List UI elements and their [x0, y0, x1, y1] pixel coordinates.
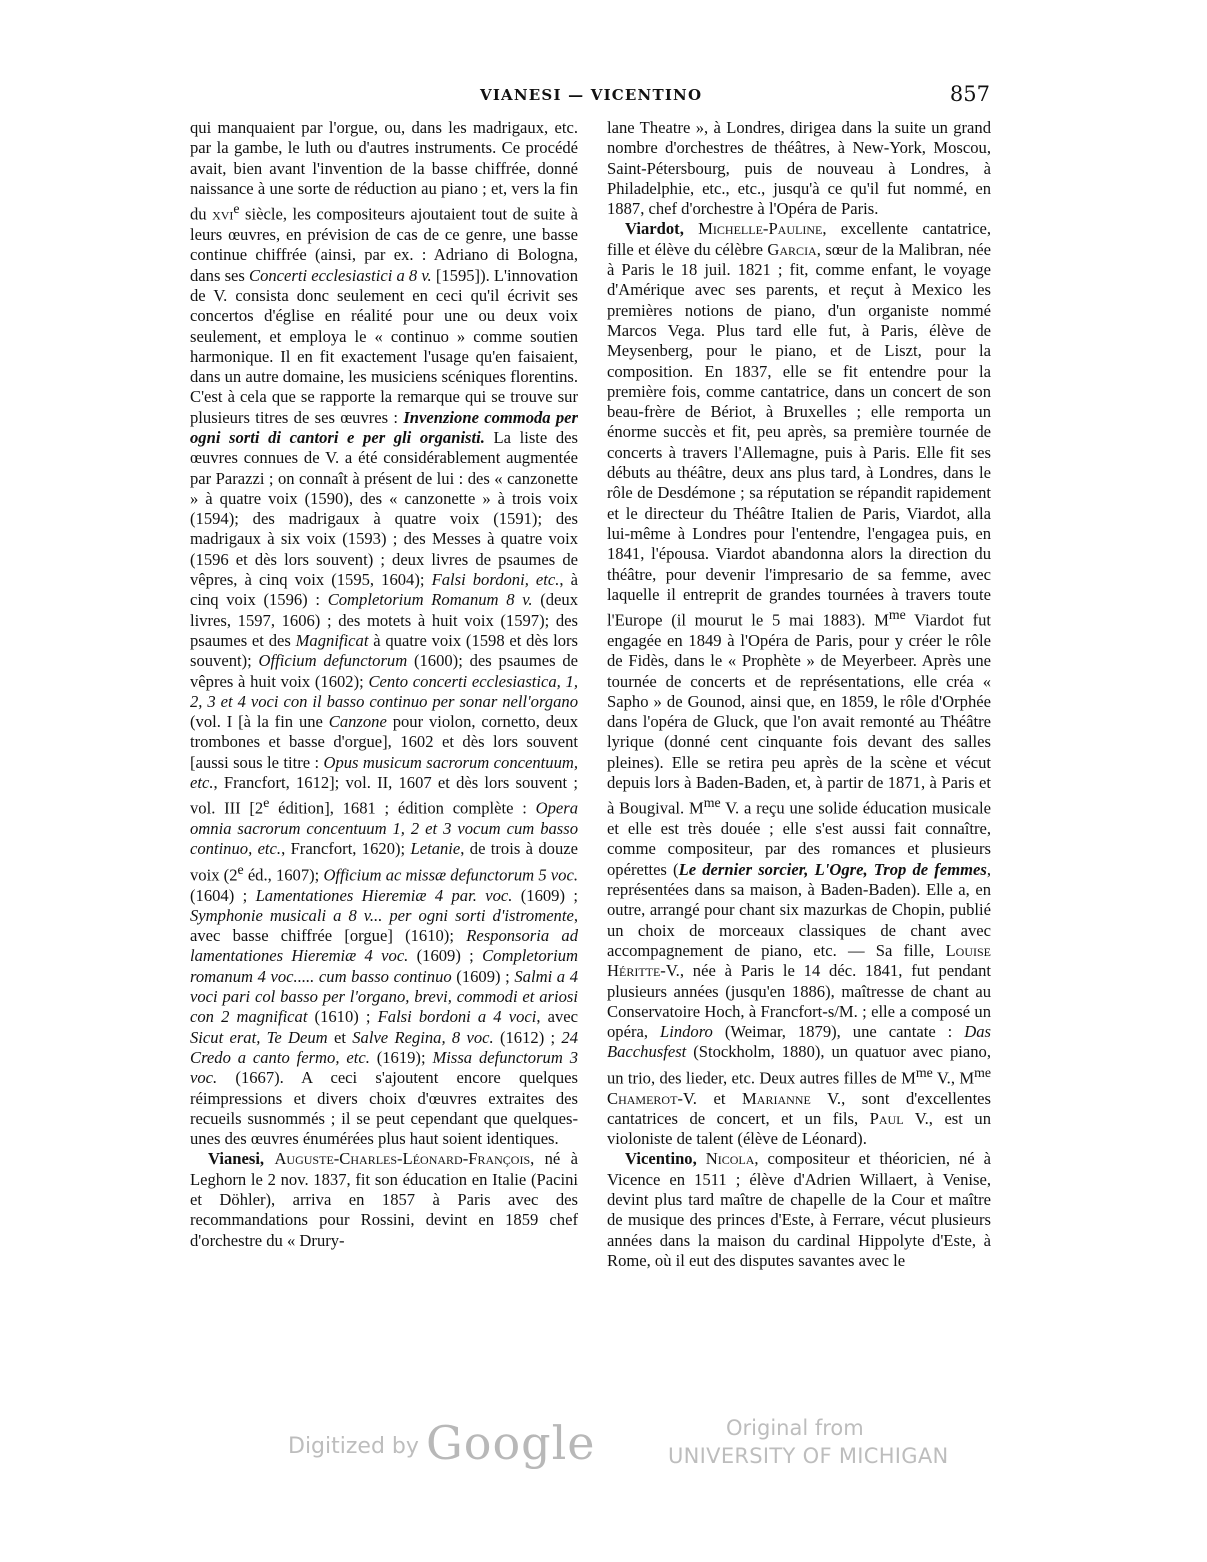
work-title: Falsi bordoni a 4 voci [377, 1007, 537, 1027]
text-run: (1609) ; [408, 946, 483, 966]
digitization-watermark [0, 1412, 1207, 1502]
text-run: , avec basse chiffrée [orgue] (1610); [190, 905, 578, 946]
google-logo: Google [426, 1416, 596, 1470]
work-title: Das Bacchusfest [607, 1022, 991, 1062]
name-reference: Garcia [767, 239, 817, 259]
text-run: V. a reçu une solide éducation musicale et elle est très douée ; elle s'est aussi fait connaître, comme compositeur, par des romances et plusieurs opérettes ( [607, 798, 991, 879]
work-title: Salve Regina, 8 voc. [352, 1027, 494, 1047]
text-run: (1667). A ceci s'ajoutent encore quelques réimpressions et divers choix d'œuvres extraites des recueils susnommés ; il se peut cependant que quelques-unes des œuvres énumérées plus haut soient identiques. [190, 1068, 578, 1149]
text-run: (1612) ; [493, 1027, 562, 1047]
superscript: me [888, 607, 906, 623]
text-run [684, 219, 698, 238]
entry-vicentino [607, 1149, 991, 1271]
text-run: (1609) ; [512, 885, 578, 905]
original-from-label: Original from [726, 1416, 864, 1440]
century-numeral: xvi [212, 204, 234, 224]
text-run: , née à Paris le 14 déc. 1841, fut pendant plusieurs années (jusqu'en 1886), maîtresse de chant au Conservatoire Hoch, à Francfort-s/M. ; elle a composé un opéra, [607, 961, 991, 1042]
superscript: e [233, 201, 240, 217]
text-run: , sœur de la Malibran, née à Paris le 18 juil. 1821 ; fit, comme enfant, le voyage d'Amérique avec ses parents, et reçut à Mexico les premières notions de piano, d'un organiste nommé Marcos Vega. Plus tard elle fut, à Paris, élève de Meysenberg, pour le piano, et de Liszt, pour la composition. En 1837, elle se fit entendre pour la première fois, comme cantatrice, dans un concert de son beau-frère de Bériot, à Bruxelles ; elle remporta un énorme succès et fit, peu après, sa première tournée de concerts à travers l'Allemagne, puis à Paris. Elle fit ses débuts au théâtre, deux ans plus tard, à Londres, dans le rôle de Desdémone ; sa réputation se répandit rapidement et le directeur du Théâtre Italien de Paris, Viardot, alla lui-même à Londres pour l'entendre, l'engagea puis, en 1841, l'épousa. Viardot abandonna alors la direction du théâtre, pour devenir l'impresario de sa femme, avec laquelle il entreprit de grandes tournées à travers toute l'Europe (il mourut le 5 mai 1883). M [607, 239, 991, 630]
page-number: 857 [949, 82, 990, 106]
text-run [264, 1149, 274, 1168]
text-run: (1619); [369, 1047, 433, 1067]
entry-given-names: Nicola [705, 1149, 755, 1169]
entry-headword: Viardot, [625, 219, 684, 239]
work-title: Canzone [328, 712, 387, 732]
name-reference: Marianne V. [742, 1088, 842, 1108]
text-run: , représentées dans sa maison, à Baden-Baden). Elle a, en outre, arrangé pour chant six mazurkas de Chopin, publié un choix de morceaux classiques de chant avec accompagnement de piano, etc. — Sa fille, [607, 859, 991, 960]
text-run: (Stockholm, 1880), un quatuor avec piano, un trio, des lieder, etc. Deux autres filles de M [607, 1042, 991, 1088]
text-run: (1610) ; [307, 1007, 378, 1027]
work-title: Lindoro [659, 1022, 713, 1042]
text-run: V., M [932, 1068, 975, 1088]
text-run: , Francfort, 1612]; vol. II, 1607 et dès lors souvent ; vol. III [2 [190, 773, 578, 818]
work-title: Officium defunctorum [258, 651, 408, 671]
text-run: [1595]). L'innovation de V. consista donc seulement en ceci qu'il écrivit ses concertos d'église en réalité pour une ou deux voix seulement, et employa le « continuo » comme soutien harmonique. Il en fit exactement l'usage qu'en faisaient, dans un autre domaine, les musiciens scéniques florentins. C'est à cela que se rapporte la remarque qui se trouve sur plusieurs titres de ses œuvres : [190, 265, 578, 427]
work-title: Salmi a 4 voci pari col basso per l'organo, brevi, commodi et ariosi con 2 magnificat [190, 966, 578, 1027]
text-run: (Weimar, 1879), une cantate : [712, 1022, 965, 1042]
right-column [607, 118, 991, 1271]
text-run: , Francfort, 1620); [281, 839, 411, 859]
digitized-by-label: Digitized by [288, 1434, 419, 1459]
text-run: lane Theatre », à Londres, dirigea dans la suite un grand nombre d'orchestres de théâtres, à New-York, Moscou, Saint-Pétersbourg, puis de nouveau à Londres, à Philadelphie, etc., etc., jusqu'à ce qu'il fut nommé, en 1887, chef d'orchestre à l'Opéra de Paris. [607, 118, 991, 219]
superscript: me [703, 795, 721, 811]
text-run: La liste des œuvres connues de V. a été considérablement augmentée par Parazzi ; on connaît à présent de lui : des « canzonette » à quatre voix (1590), des « canzonette » à trois voix (1594); des madrigaux à quatre voix (1591); des madrigaux à six voix (1593) ; des Messes à quatre voix (1596 et dès lors souvent) ; deux livres de psaumes de vêpres, à cinq voix (1595, 1604); [190, 427, 578, 590]
work-title: Missa defunctorum 3 voc. [190, 1047, 578, 1088]
text-run: siècle, les compositeurs ajoutaient tout de suite à leurs œuvres, en prévision de cas de ce genre, une basse continue chiffrée (ainsi, par ex. : Adriano di Bologna, dans ses [190, 204, 578, 285]
text-run [697, 1149, 706, 1168]
work-title: Concerti ecclesiastici a 8 v. [249, 265, 432, 285]
work-title: Opera omnia sacrorum concentuum 1, 2 et 3 vocum cum basso continuo, etc. [190, 798, 578, 859]
text-run: pour violon, cornetto, deux trombones et basse d'orgue], 1602 et dès lors souvent [aussi sous le titre : [190, 712, 578, 772]
text-run: , excellente cantatrice, fille et élève du célèbre [607, 219, 991, 259]
text-run: à quatre voix (1598 et dès lors souvent); [190, 630, 578, 671]
text-run: (1609) ; [451, 966, 515, 986]
superscript: e [263, 795, 270, 811]
text-run: Viardot fut engagée en 1849 à l'Opéra de Paris, pour y créer le rôle de Fidès, dans le « Prophète » de Meyerbeer. Après une tournée de concerts et de représentations, elle créa « Sapho » de Gounod, ainsi que, en 1859, le rôle d'Orphée dans l'opéra de Gluck, que l'on avait remonté au Théâtre lyrique (donné cent cinquante fois devant des salles pleines). Elle se retira peu après de la scène et vécut depuis lors à Baden-Baden, et, à partir de 1871, à Paris et à Bougival. M [607, 610, 992, 818]
name-reference: Louise Héritte-V. [607, 940, 991, 981]
work-title: Officium ac missæ defunctorum 5 voc. [323, 865, 578, 885]
work-title: Invenzione commoda per ogni sorti di cantori e per gli organisti. [190, 407, 579, 447]
text-run: , de trois à douze voix (2 [190, 839, 578, 885]
text-run: , sont d'excellentes cantatrices de concert, et un fils, [607, 1088, 992, 1128]
work-title: Lamentationes Hieremiæ 4 par. voc. [255, 885, 513, 905]
work-title: Responsoria ad lamentationes Hieremiæ 4 voc. [190, 926, 578, 966]
text-run: , avec [536, 1007, 579, 1027]
work-title: Magnificat [295, 630, 369, 650]
entry-viardot [607, 219, 991, 1149]
paragraph-continued [607, 118, 991, 219]
text-run: (deux livres, 1597, 1606) ; des motets à huit voix (1597); des psaumes et des [190, 590, 578, 650]
superscript: e [237, 861, 244, 877]
work-title: Cento concerti ecclesiastica, 1, 2, 3 et 4 voci con il basso continuo per sonar nell'organo [190, 671, 578, 711]
work-title: Opus musicum sacrorum concentuum, etc. [190, 752, 578, 793]
work-title: Falsi bordoni, etc. [431, 570, 560, 590]
left-column [190, 118, 578, 1251]
text-run: (1604) ; [190, 885, 256, 905]
entry-vianesi [190, 1149, 578, 1250]
work-title: Le dernier sorcier, L'Ogre, Trop de femmes [678, 859, 987, 879]
work-title: Sicut erat, Te Deum [190, 1027, 328, 1047]
superscript: me [915, 1064, 933, 1080]
entry-headword: Vianesi, [208, 1149, 265, 1169]
text-run: qui manquaient par l'orgue, ou, dans les madrigaux, etc. par la gambe, le luth ou d'autres instruments. Ce procédé avait, bien avant l'invention de la basse chiffrée, donné naissance à une sorte de réduction au piano ; et, vers la fin du [190, 118, 578, 224]
work-title: Symphonie musicali a 8 v... per ogni sorti d'istromente [190, 905, 574, 925]
text-run: , est un violoniste de talent (élève de Léonard). [607, 1108, 991, 1149]
work-title: Completorium romanum 4 voc..... cum basso continuo [190, 946, 578, 986]
entry-headword: Vicentino, [625, 1149, 697, 1169]
text-run: et [327, 1027, 353, 1047]
text-run: (1600); des psaumes de vêpres à huit voix (1602); [190, 651, 578, 691]
entry-given-names: Auguste-Charles-Léonard-François [274, 1149, 531, 1169]
text-run: , né à Leghorn le 2 nov. 1837, fit son éducation en Italie (Pacini et Döhler), arriva en 1857 à Paris avec des recommandations pour Rossini, devint en 1859 chef d'orchestre du « Drury- [190, 1149, 578, 1250]
text-run: édition], 1681 ; édition complète : [269, 798, 536, 818]
superscript: me [974, 1064, 991, 1080]
university-label: UNIVERSITY OF MICHIGAN [668, 1444, 949, 1468]
text-run: (vol. I [à la fin une [190, 712, 329, 732]
text-run: et [696, 1088, 743, 1108]
paragraph-continued [190, 118, 578, 1149]
name-reference: Chamerot-V. [607, 1088, 697, 1108]
name-reference: Paul V. [869, 1108, 929, 1128]
work-title: Completorium Romanum 8 v. [327, 590, 533, 610]
text-run: , à cinq voix (1596) : [190, 570, 578, 610]
entry-given-names: Michelle-Pauline [698, 219, 823, 239]
work-title: Letanie [410, 839, 461, 859]
text-run: éd., 1607); [243, 865, 324, 885]
page-header [190, 82, 990, 112]
work-title: 24 Credo a canto fermo, etc. [190, 1027, 579, 1067]
text-run: , compositeur et théoricien, né à Vicence en 1511 ; élève d'Adrien Willaert, à Venise, devint plus tard maître de chapelle de la Cour et maître de musique des princes d'Este, à Ferrare, vécut plusieurs années dans la maison du cardinal Hippolyte d'Este, à Rome, où il eut des disputes savantes avec le [607, 1149, 991, 1270]
running-title: VIANESI — VICENTINO [480, 86, 703, 104]
